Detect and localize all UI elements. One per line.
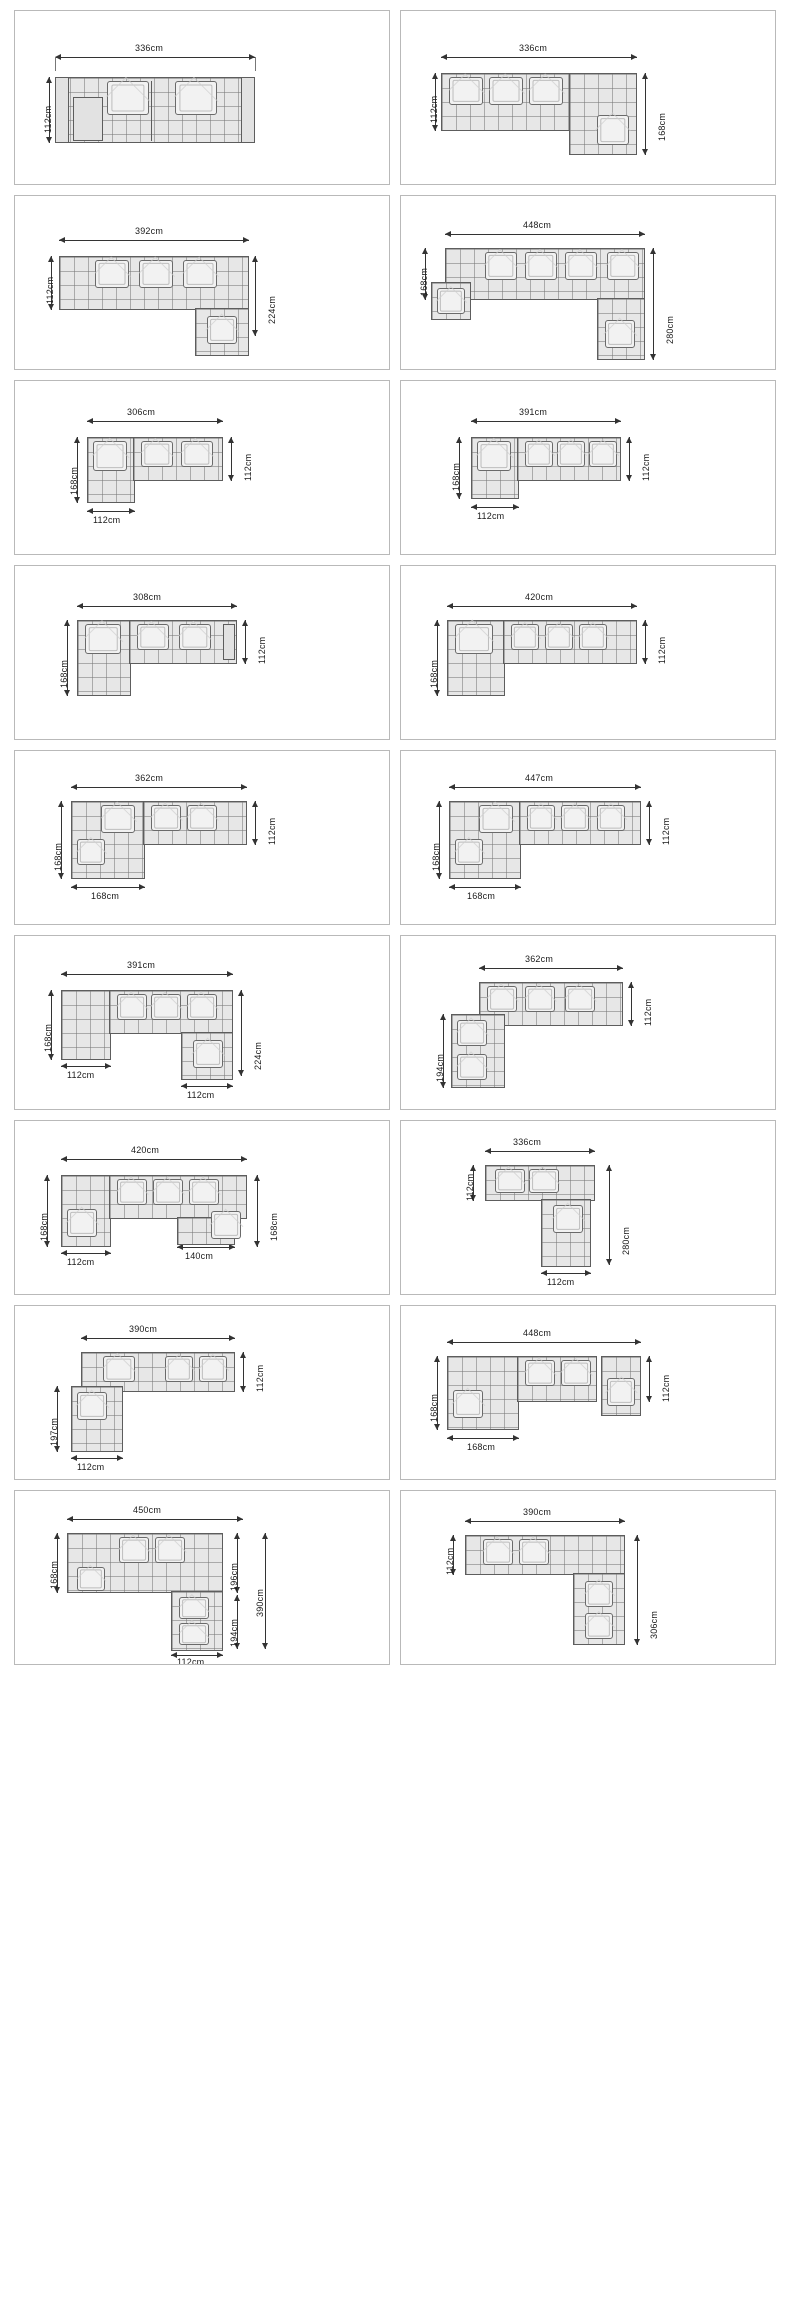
throw-pillow: [207, 316, 237, 344]
dimension-label: 168cm: [269, 1212, 279, 1241]
panel-straight-3-seat-with-arms: [14, 10, 390, 185]
back-cushion: [485, 252, 517, 280]
dimension-line: [255, 256, 256, 336]
dimension-label: 306cm: [127, 407, 156, 417]
dimension-label: 168cm: [59, 659, 69, 688]
back-cushion: [151, 805, 181, 831]
back-cushion: [579, 624, 607, 650]
back-cushion: [199, 1356, 227, 1382]
back-cushion: [525, 1360, 555, 1386]
back-cushion: [511, 624, 539, 650]
panel-u-shape-391-224: [14, 935, 390, 1110]
back-cushion: [557, 441, 585, 467]
back-cushion: [119, 1537, 149, 1563]
dimension-label: 420cm: [525, 592, 554, 602]
dimension-line: [61, 974, 233, 975]
dimension-line: [81, 1338, 235, 1339]
throw-pillow: [193, 1040, 223, 1068]
dimension-label: 280cm: [665, 315, 675, 344]
dimension-label: 448cm: [523, 1328, 552, 1338]
panel-l-shape-left-chaise-wide: [400, 380, 776, 555]
dimension-line: [441, 57, 637, 58]
dimension-label: 168cm: [451, 462, 461, 491]
throw-pillow: [77, 1392, 107, 1420]
throw-pillow: [211, 1211, 241, 1239]
dimension-label: 197cm: [49, 1417, 59, 1446]
back-cushion: [137, 624, 169, 650]
throw-pillow: [597, 115, 629, 145]
dimension-label: 112cm: [67, 1070, 95, 1080]
throw-pillow: [437, 288, 465, 314]
back-cushion: [101, 805, 135, 833]
dimension-label: 391cm: [127, 960, 156, 970]
panel-u-shape-420-168-168: [14, 1120, 390, 1295]
back-cushion: [181, 441, 213, 467]
back-cushion: [529, 77, 563, 105]
throw-pillow: [553, 1205, 583, 1233]
sofa-arm-left: [55, 77, 69, 143]
throw-pillow: [605, 320, 635, 348]
panel-u-shape-double-return: [400, 195, 776, 370]
back-cushion: [565, 252, 597, 280]
dimension-label: 194cm: [229, 1618, 239, 1647]
throw-pillow: [607, 1378, 635, 1406]
dimension-line: [447, 1342, 641, 1343]
throw-pillow: [585, 1581, 613, 1607]
back-cushion: [85, 624, 121, 654]
dimension-line: [181, 1086, 233, 1087]
throw-pillow: [457, 1054, 487, 1080]
back-cushion: [187, 994, 217, 1020]
dimension-label: 168cm: [431, 842, 441, 871]
panel-l-shape-right-deep-280: [400, 1120, 776, 1295]
sofa-ottoman: [73, 97, 103, 141]
dimension-label: 391cm: [519, 407, 548, 417]
dimension-line: [471, 421, 621, 422]
back-cushion: [183, 260, 217, 288]
dimension-label: 168cm: [91, 891, 120, 901]
dimension-label: 112cm: [257, 636, 267, 664]
back-cushion: [525, 986, 555, 1012]
back-cushion: [175, 81, 217, 115]
dimension-label: 280cm: [621, 1226, 631, 1255]
back-cushion: [545, 624, 573, 650]
panel-l-shape-left-drop-197: [14, 1305, 390, 1480]
dimension-label: 392cm: [135, 226, 164, 236]
back-cushion: [565, 986, 595, 1012]
back-cushion: [449, 77, 483, 105]
sofa-arm-right: [223, 624, 235, 660]
dimension-line: [171, 1655, 223, 1656]
dimension-label: 390cm: [129, 1324, 158, 1334]
panel-grid: [14, 10, 776, 1665]
dimension-line: [445, 234, 645, 235]
dimension-line: [541, 1273, 591, 1274]
throw-pillow: [585, 1613, 613, 1639]
dimension-line: [449, 787, 641, 788]
throw-pillow: [67, 1209, 97, 1237]
dimension-line: [61, 1159, 247, 1160]
dimension-line: [449, 887, 521, 888]
back-cushion: [187, 805, 217, 831]
panel-l-shape-right-long-194: [400, 935, 776, 1110]
dimension-line: [645, 620, 646, 664]
dimension-label: 112cm: [661, 1374, 671, 1402]
back-cushion: [483, 1539, 513, 1565]
back-cushion: [139, 260, 173, 288]
dimension-label: 224cm: [267, 295, 277, 324]
back-cushion: [117, 1179, 147, 1205]
back-cushion: [589, 441, 617, 467]
dimension-line: [645, 73, 646, 155]
dimension-label: 112cm: [547, 1277, 575, 1287]
throw-pillow: [453, 1390, 483, 1418]
panel-l-shape-right-chaise: [400, 10, 776, 185]
throw-pillow: [77, 839, 105, 865]
dimension-line: [471, 507, 519, 508]
dimension-label: 390cm: [255, 1588, 265, 1617]
back-cushion: [179, 624, 211, 650]
dimension-line: [61, 1253, 111, 1254]
panel-l-shape-left-chaise-362: [14, 750, 390, 925]
throw-pillow: [607, 252, 639, 280]
dimension-label: 362cm: [525, 954, 554, 964]
dimension-line: [265, 1533, 266, 1649]
dimension-line: [631, 982, 632, 1026]
back-cushion: [455, 624, 493, 654]
dimension-label: 112cm: [45, 276, 55, 304]
dimension-label: 168cm: [39, 1212, 49, 1241]
back-cushion: [525, 441, 553, 467]
throw-pillow: [179, 1623, 209, 1645]
back-cushion: [597, 805, 625, 831]
dimension-label: 168cm: [429, 659, 439, 688]
back-cushion: [189, 1179, 219, 1205]
dimension-label: 140cm: [185, 1251, 214, 1261]
throw-pillow: [179, 1597, 209, 1619]
dimension-label: 112cm: [643, 998, 653, 1026]
dimension-label: 112cm: [477, 511, 505, 521]
dimension-label: 112cm: [657, 636, 667, 664]
back-cushion: [525, 252, 557, 280]
dimension-line: [485, 1151, 595, 1152]
back-cushion: [117, 994, 147, 1020]
dimension-label: 168cm: [69, 466, 79, 495]
back-cushion: [495, 1169, 525, 1193]
dimension-label: 362cm: [135, 773, 164, 783]
back-cushion: [107, 81, 149, 115]
dimension-label: 194cm: [435, 1053, 445, 1082]
dimension-label: 336cm: [513, 1137, 542, 1147]
dimension-label: 112cm: [77, 1462, 105, 1472]
dimension-label: 112cm: [93, 515, 121, 525]
back-cushion: [519, 1539, 549, 1565]
throw-pillow: [457, 1020, 487, 1046]
panel-l-shape-left-corner-308: [14, 565, 390, 740]
back-cushion: [561, 1360, 591, 1386]
back-cushion: [489, 77, 523, 105]
dimension-line: [609, 1165, 610, 1265]
back-cushion: [165, 1356, 193, 1382]
dimension-label: 168cm: [467, 891, 496, 901]
dimension-line: [55, 57, 255, 58]
dimension-line: [243, 1352, 244, 1392]
throw-pillow: [455, 839, 483, 865]
sofa-left-return: [61, 990, 111, 1060]
dimension-label: 450cm: [133, 1505, 162, 1515]
dimension-label: 112cm: [243, 453, 253, 481]
dimension-label: 448cm: [523, 220, 552, 230]
dimension-label: 112cm: [43, 105, 53, 133]
panel-l-shape-left-chaise-small: [14, 380, 390, 555]
dimension-label: 112cm: [661, 817, 671, 845]
back-cushion: [487, 986, 517, 1012]
dimension-label: 224cm: [253, 1041, 263, 1070]
back-cushion: [527, 805, 555, 831]
dimension-label: 168cm: [429, 1393, 439, 1422]
dimension-label: 336cm: [519, 43, 548, 53]
dimension-label: 112cm: [177, 1657, 205, 1665]
sofa-arm-right: [241, 77, 255, 143]
back-cushion: [477, 441, 511, 471]
dimension-label: 168cm: [49, 1560, 59, 1589]
back-cushion: [95, 260, 129, 288]
dimension-line: [231, 437, 232, 481]
dimension-label: 112cm: [641, 453, 651, 481]
dimension-label: 112cm: [67, 1257, 95, 1267]
dimension-line: [653, 248, 654, 360]
dimension-label: 112cm: [465, 1173, 475, 1201]
dimension-line: [447, 606, 637, 607]
dimension-label: 447cm: [525, 773, 554, 783]
dimension-line: [61, 1066, 111, 1067]
back-cushion: [529, 1169, 559, 1193]
panel-l-shape-left-corner-420: [400, 565, 776, 740]
dimension-line: [71, 1458, 123, 1459]
back-cushion: [153, 1179, 183, 1205]
panel-l-shape-right-306-deep: [400, 1490, 776, 1665]
back-cushion: [93, 441, 127, 471]
dimension-line: [87, 511, 135, 512]
dimension-line: [447, 1438, 519, 1439]
dimension-label: 168cm: [53, 842, 63, 871]
throw-pillow: [77, 1567, 105, 1591]
back-cushion: [155, 1537, 185, 1563]
dimension-line: [629, 437, 630, 481]
dimension-label: 112cm: [267, 817, 277, 845]
dimension-label: 196cm: [229, 1562, 239, 1591]
dimension-label: 112cm: [255, 1364, 265, 1392]
dimension-label: 308cm: [133, 592, 162, 602]
back-cushion: [479, 805, 513, 833]
dimension-line: [241, 990, 242, 1076]
dimension-label: 168cm: [657, 112, 667, 141]
panel-u-shape-450-390: [14, 1490, 390, 1665]
back-cushion: [103, 1356, 135, 1382]
dimension-line: [465, 1521, 625, 1522]
dimension-line: [479, 968, 623, 969]
panel-l-shape-left-chaise-447: [400, 750, 776, 925]
dimension-line: [257, 1175, 258, 1247]
panel-l-shape-right-long-return: [14, 195, 390, 370]
dimension-line: [649, 1356, 650, 1402]
dimension-line: [245, 620, 246, 664]
dimension-line: [71, 787, 247, 788]
dimension-label: 112cm: [429, 95, 439, 123]
dimension-line: [649, 801, 650, 845]
dimension-label: 168cm: [43, 1023, 53, 1052]
dimension-label: 390cm: [523, 1507, 552, 1517]
back-cushion: [561, 805, 589, 831]
dimension-label: 336cm: [135, 43, 164, 53]
dimension-line: [71, 887, 145, 888]
dimension-line: [255, 801, 256, 845]
dimension-line: [59, 240, 249, 241]
dimension-label: 420cm: [131, 1145, 160, 1155]
dimension-label: 306cm: [649, 1610, 659, 1639]
back-cushion: [141, 441, 173, 467]
panel-l-shape-left-chaise-448: [400, 1305, 776, 1480]
dimension-label: 112cm: [187, 1090, 215, 1100]
dimension-label: 168cm: [467, 1442, 496, 1452]
dimension-label: 112cm: [445, 1547, 455, 1575]
dimension-label: 168cm: [419, 267, 429, 296]
dimension-line: [637, 1535, 638, 1645]
dimension-line: [67, 1519, 243, 1520]
back-cushion: [151, 994, 181, 1020]
dimension-line: [177, 1247, 235, 1248]
dimension-line: [87, 421, 223, 422]
dimension-line: [77, 606, 237, 607]
